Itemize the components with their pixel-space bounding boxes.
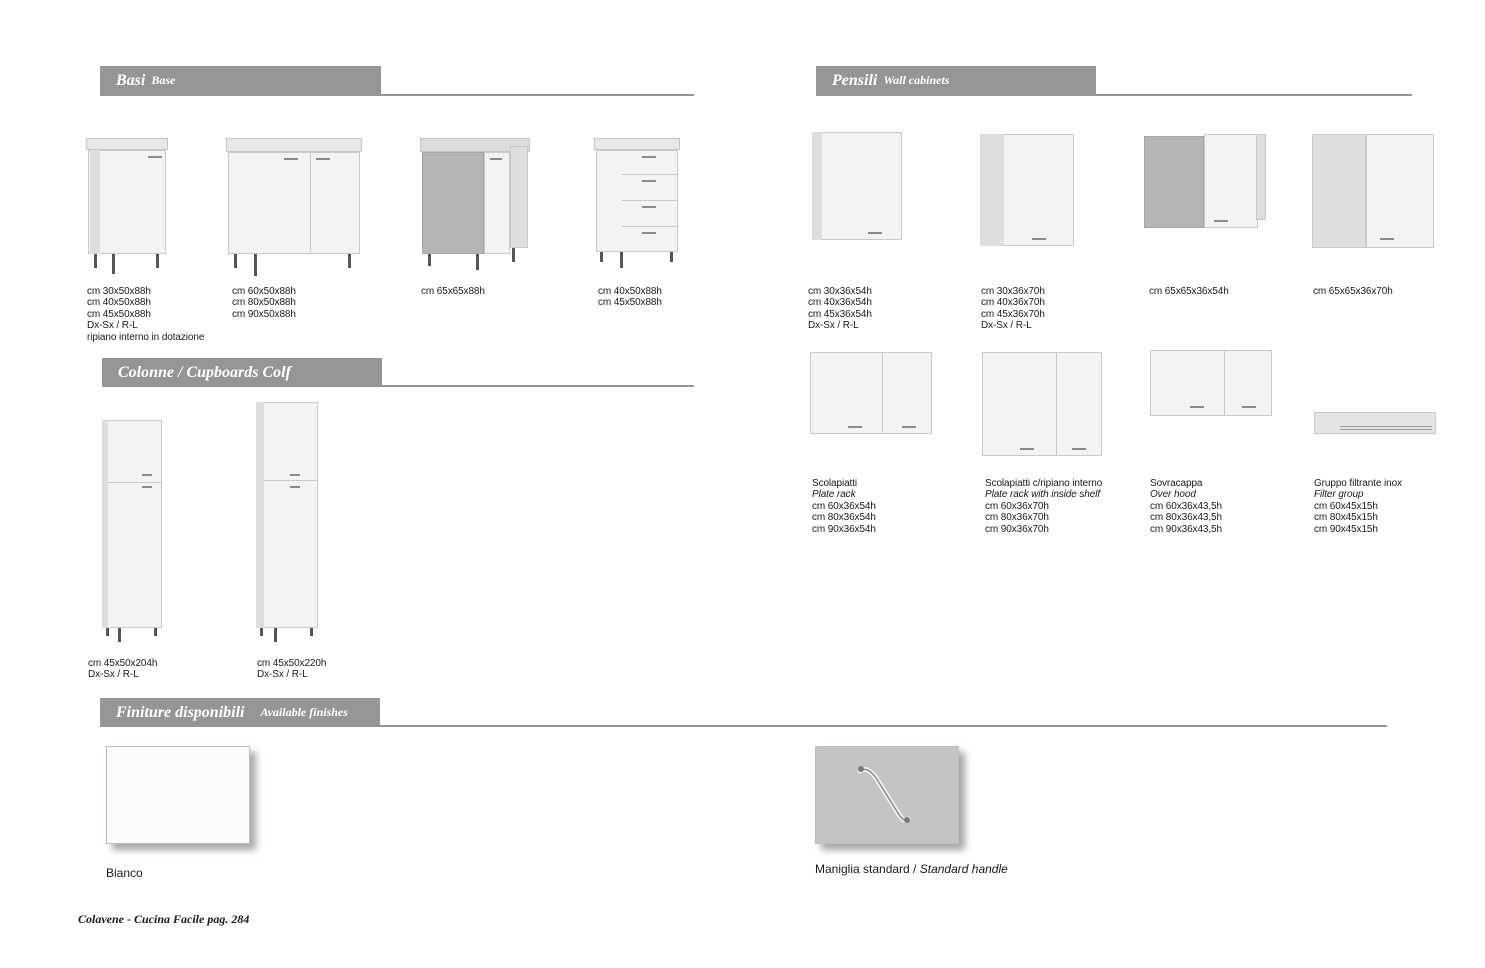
- wall-cabinet-54-image: [812, 132, 904, 242]
- base-cabinet-single-image: [86, 136, 170, 276]
- page-footer: Colavene - Cucina Facile pag. 284: [78, 912, 250, 926]
- basi-caption-2: cm 60x50x88h cm 80x50x88h cm 90x50x88h: [232, 286, 296, 320]
- finish-label-bianco: Bianco: [106, 866, 143, 880]
- section-header-basi: [100, 66, 381, 95]
- base-cabinet-double-image: [226, 136, 364, 278]
- wall-corner-70-image: [1312, 134, 1436, 250]
- filter-hood-image: [1314, 410, 1438, 438]
- finish-label-handle: [815, 862, 1008, 876]
- colonne-caption-1: cm 45x50x204h Dx-Sx / R-L: [88, 658, 158, 681]
- gruppo-filtrante-caption: Gruppo filtrante inox Filter group cm 60x45x15h cm 80x45x15h cm 90x45x15h: [1314, 478, 1402, 535]
- handle-label-sub: Standard handle: [919, 862, 1008, 876]
- plate-rack-image: [810, 352, 934, 436]
- section-rule: [100, 94, 694, 96]
- tall-cabinet-220-image: [254, 402, 320, 642]
- scolapiatti-ripiano-caption: Scolapiatti c/ripiano interno Plate rack with inside shelf cm 60x36x70h cm 80x36x70h cm 90x36x70h: [985, 478, 1103, 535]
- section-rule: [102, 385, 694, 387]
- scolapiatti-caption: Scolapiatti Plate rack cm 60x36x54h cm 80x36x54h cm 90x36x54h: [812, 478, 876, 535]
- tall-cabinet-204-image: [100, 420, 164, 642]
- section-header-colonne: [102, 358, 382, 387]
- section-title: Basi: [116, 71, 146, 89]
- base-corner-cabinet-image: [420, 138, 532, 272]
- pensili-caption-3: cm 65x65x36x54h: [1149, 286, 1229, 297]
- section-subtitle: Available finishes: [260, 705, 348, 719]
- handle-icon: [816, 747, 958, 843]
- section-header-pensili: [816, 66, 1096, 95]
- base-drawer-cabinet-image: [594, 136, 682, 270]
- plate-rack-shelf-image: [982, 352, 1104, 458]
- pensili-caption-1: cm 30x36x54h cm 40x36x54h cm 45x36x54h Dx-Sx / R-L: [808, 286, 872, 332]
- basi-caption-4: cm 40x50x88h cm 45x50x88h: [598, 286, 662, 309]
- colonne-caption-2: cm 45x50x220h Dx-Sx / R-L: [257, 658, 327, 681]
- sovracappa-caption: Sovracappa Over hood cm 60x36x43,5h cm 80x36x43,5h cm 90x36x43,5h: [1150, 478, 1222, 535]
- finish-swatch-bianco: [106, 746, 250, 844]
- section-subtitle: Wall cabinets: [883, 73, 950, 87]
- section-title: Colonne / Cupboards Colf: [118, 363, 291, 381]
- basi-caption-3: cm 65x65x88h: [421, 286, 485, 297]
- wall-cabinet-70-image: [980, 134, 1076, 248]
- section-title: Finiture disponibili: [116, 703, 245, 721]
- wall-corner-54-image: [1144, 134, 1268, 230]
- section-title: Pensili: [832, 71, 878, 89]
- pensili-caption-2: cm 30x36x70h cm 40x36x70h cm 45x36x70h Dx-Sx / R-L: [981, 286, 1045, 332]
- handle-swatch: [815, 746, 959, 844]
- pensili-caption-4: cm 65x65x36x70h: [1313, 286, 1393, 297]
- over-hood-image: [1150, 350, 1274, 418]
- section-subtitle: Base: [151, 73, 176, 87]
- section-rule: [100, 725, 1387, 727]
- section-header-finiture: [100, 698, 380, 727]
- section-rule: [816, 94, 1412, 96]
- basi-caption-1: cm 30x50x88h cm 40x50x88h cm 45x50x88h Dx-Sx / R-L ripiano interno in dotazione: [87, 286, 205, 343]
- handle-label-main: Maniglia standard /: [815, 862, 920, 876]
